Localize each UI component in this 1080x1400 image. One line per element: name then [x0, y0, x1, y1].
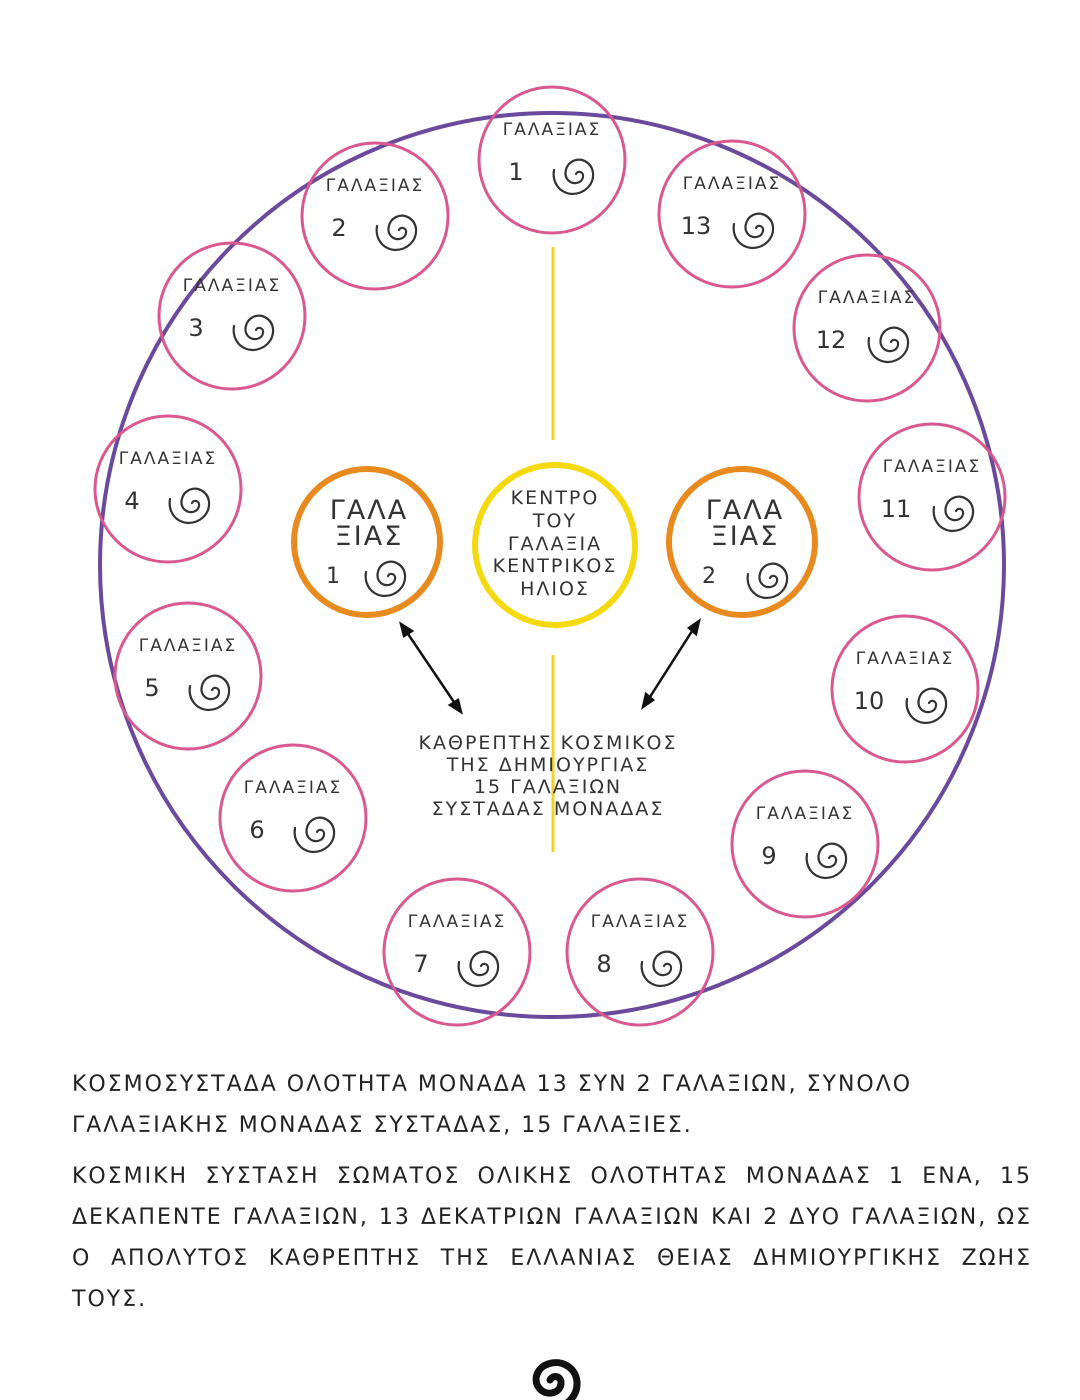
galaxy-number: 10 — [853, 687, 885, 715]
galaxy-8 — [567, 879, 713, 1025]
galaxy-6 — [220, 745, 366, 891]
galaxy-label: ΓΑΛΑΞΙΑΣ — [755, 804, 855, 824]
galaxy-label: ΓΑΛΑΞΙΑΣ — [855, 649, 955, 669]
galaxy-number: 4 — [124, 487, 140, 515]
spiral-icon — [234, 316, 273, 350]
inner-galaxy-line1: ΓΑΛΑ — [705, 495, 785, 526]
spiral-icon — [748, 564, 787, 598]
galaxy-label: ΓΑΛΑΞΙΑΣ — [243, 778, 343, 798]
spiral-icon — [366, 562, 405, 596]
spiral-icon — [807, 844, 846, 878]
spiral-icon — [377, 216, 416, 250]
galaxy-number: 13 — [680, 212, 712, 240]
galaxy-ring — [479, 87, 625, 233]
galaxy-label: ΓΑΛΑΞΙΑΣ — [502, 120, 602, 140]
inner-galaxy-number: 1 — [326, 564, 340, 589]
galaxy-label: ΓΑΛΑΞΙΑΣ — [590, 912, 690, 932]
description-paragraph-1: ΚΟΣΜΟΣΥΣΤΑΔΑ ΟΛΟΤΗΤΑ ΜΟΝΑΔΑ 13 ΣΥΝ 2 ΓΑΛΑΞΙΩΝ, ΣΥΝΟΛΟ ΓΑΛΑΞΙΑΚΗΣ ΜΟΝΑΔΑΣ ΣΥΣΤΑΔΑΣ, 15 ΓΑΛΑΞΙΕΣ. — [72, 1072, 913, 1138]
galaxy-label: ΓΑΛΑΞΙΑΣ — [407, 912, 507, 932]
spiral-icon — [642, 952, 681, 986]
spiral-icon — [295, 818, 334, 852]
spiral-icon — [190, 676, 229, 710]
galaxy-number: 7 — [413, 950, 429, 978]
inner-galaxy-line1: ΓΑΛΑ — [329, 495, 409, 526]
spiral-icon — [459, 952, 498, 986]
caption-line: 15 ΓΑΛΑΞΙΩΝ — [473, 776, 623, 798]
galaxy-ring — [220, 745, 366, 891]
inner-galaxy-2 — [669, 469, 815, 615]
caption-line: ΣΥΣΤΑΔΑΣ ΜΟΝΑΔΑΣ — [431, 798, 665, 820]
galaxy-10 — [832, 616, 978, 762]
galaxy-label: ΓΑΛΑΞΙΑΣ — [882, 457, 982, 477]
inner-galaxy-1 — [294, 469, 440, 615]
galaxy-ring — [732, 771, 878, 917]
galaxy-number: 2 — [331, 214, 347, 242]
spiral-icon — [170, 489, 209, 523]
galaxy-number: 11 — [880, 495, 912, 523]
galaxy-label: ΓΑΛΑΞΙΑΣ — [118, 449, 218, 469]
galaxy-number: 9 — [761, 842, 777, 870]
galaxy-ring — [95, 416, 241, 562]
galaxy-5 — [115, 603, 261, 749]
galaxy-number: 5 — [144, 674, 160, 702]
spiral-icon — [869, 328, 908, 362]
galaxy-7 — [384, 879, 530, 1025]
galaxy-ring — [115, 603, 261, 749]
galaxy-1 — [479, 87, 625, 233]
double-arrow-right — [643, 621, 699, 707]
galaxy-number: 8 — [596, 950, 612, 978]
galaxy-label: ΓΑΛΑΞΙΑΣ — [682, 174, 782, 194]
double-arrow-left — [401, 624, 461, 712]
galaxy-ring — [384, 879, 530, 1025]
galaxy-13 — [659, 141, 805, 287]
galaxy-label: ΓΑΛΑΞΙΑΣ — [182, 276, 282, 296]
galaxy-9 — [732, 771, 878, 917]
mirror-caption — [419, 732, 678, 820]
center-line: ΤΟΥ — [532, 510, 578, 532]
center-sun — [475, 465, 635, 625]
caption-line: ΤΗΣ ΔΗΜΙΟΥΡΓΙΑΣ — [446, 754, 650, 776]
center-line: ΓΑΛΑΞΙΑ — [507, 533, 603, 555]
galaxy-ring — [567, 879, 713, 1025]
galaxy-label: ΓΑΛΑΞΙΑΣ — [138, 636, 238, 656]
center-line: ΚΕΝΤΡΟ — [510, 487, 600, 509]
galaxy-4 — [95, 416, 241, 562]
galaxy-number: 3 — [188, 314, 204, 342]
inner-galaxy-line2: ΞΙΑΣ — [710, 521, 780, 552]
galaxy-2 — [302, 143, 448, 289]
inner-galaxy-number: 2 — [702, 564, 716, 589]
galaxy-number: 12 — [815, 326, 847, 354]
galaxy-ring — [302, 143, 448, 289]
spiral-icon — [907, 689, 946, 723]
galaxy-3 — [159, 243, 305, 389]
spiral-icon — [554, 160, 593, 194]
caption-line: ΚΑΘΡΕΠΤΗΣ ΚΟΣΜΙΚΟΣ — [418, 732, 678, 754]
spiral-icon — [734, 214, 773, 248]
center-line: ΗΛΙΟΣ — [520, 578, 590, 600]
galaxy-label: ΓΑΛΑΞΙΑΣ — [817, 288, 917, 308]
galaxy-number: 1 — [508, 158, 524, 186]
galaxy-label: ΓΑΛΑΞΙΑΣ — [325, 176, 425, 196]
galaxy-11 — [859, 424, 1005, 570]
galaxy-number: 6 — [249, 816, 265, 844]
inner-galaxy-line2: ΞΙΑΣ — [334, 521, 404, 552]
description-paragraph-2: ΚΟΣΜΙΚΗ ΣΥΣΤΑΣΗ ΣΩΜΑΤΟΣ ΟΛΙΚΗΣ ΟΛΟΤΗΤΑΣ ΜΟΝΑΔΑΣ 1 ΕΝΑ, 15 ΔΕΚΑΠΕΝΤΕ ΓΑΛΑΞΙΩΝ, 13 ΔΕΚΑΤΡΙΩΝ ΓΑΛΑΞΙΩΝ ΚΑΙ 2 ΔΥΟ ΓΑΛΑΞΙΩΝ, ΩΣ Ο ΑΠΟΛΥΤΟΣ ΚΑΘΡΕΠΤΗΣ ΤΗΣ ΕΛΛΑΝΙΑΣ ΘΕΙΑΣ ΔΗΜΙΟΥΡΓΙΚΗΣ ΖΩΗΣ ΤΟΥΣ. — [72, 1164, 1032, 1312]
spiral-icon — [500, 1330, 600, 1400]
galaxy-ring — [159, 243, 305, 389]
spiral-icon — [934, 497, 973, 531]
galaxy-12 — [794, 255, 940, 401]
center-line: ΚΕΝΤΡΙΚΟΣ — [492, 555, 618, 577]
